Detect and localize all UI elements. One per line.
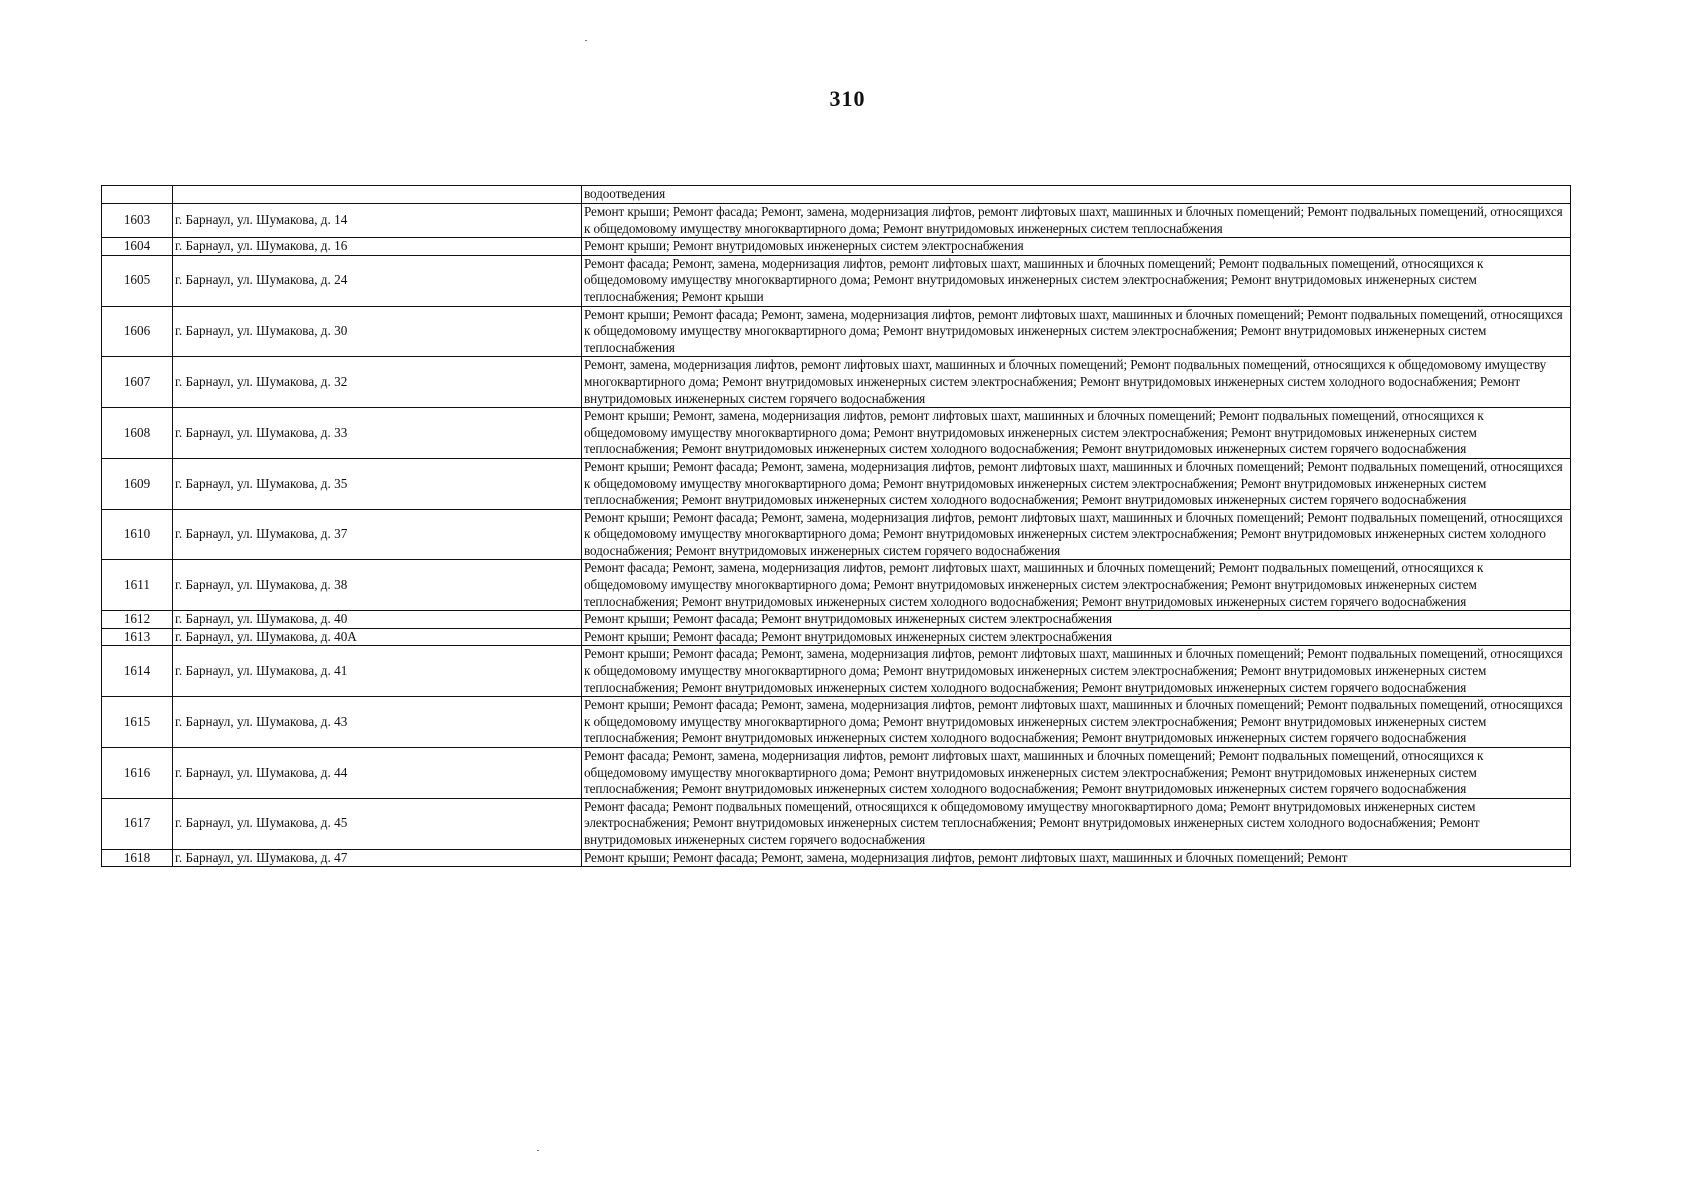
- row-number-cell: 1618: [102, 849, 173, 867]
- row-number-cell: 1614: [102, 646, 173, 697]
- address-cell: [173, 186, 582, 204]
- address-cell: г. Барнаул, ул. Шумакова, д. 41: [173, 646, 582, 697]
- address-cell: г. Барнаул, ул. Шумакова, д. 33: [173, 408, 582, 459]
- table-row: [102, 849, 1571, 867]
- address-cell: г. Барнаул, ул. Шумакова, д. 38: [173, 560, 582, 611]
- works-cell: Ремонт крыши; Ремонт фасада; Ремонт, замена, модернизация лифтов, ремонт лифтовых шахт, машинных и блочных помещений; Ремонт подвальных помещений, относящихся к общедомовому имуществу многоквартирного дома; Ремонт внутридомовых инженерных систем электроснабжения; Ремонт внутридомовых инженерных систем теплоснабжения: [582, 306, 1571, 357]
- works-cell: Ремонт крыши; Ремонт, замена, модернизация лифтов, ремонт лифтовых шахт, машинных и блочных помещений; Ремонт подвальных помещений, относящихся к общедомовому имуществу многоквартирного дома; Ремонт внутридомовых инженерных систем электроснабжения; Ремонт внутридомовых инженерных систем теплоснабжения; Ремонт внутридомовых инженерных систем холодного водоснабжения; Ремонт внутридомовых инженерных систем горячего водоснабжения: [582, 408, 1571, 459]
- works-cell: Ремонт крыши; Ремонт фасада; Ремонт, замена, модернизация лифтов, ремонт лифтовых шахт, машинных и блочных помещений; Ремонт: [582, 849, 1571, 867]
- address-cell: г. Барнаул, ул. Шумакова, д. 40А: [173, 628, 582, 646]
- works-cell: водоотведения: [582, 186, 1571, 204]
- table-row: [102, 238, 1571, 256]
- page-number: 310: [829, 86, 866, 111]
- works-cell: Ремонт, замена, модернизация лифтов, ремонт лифтовых шахт, машинных и блочных помещений; Ремонт подвальных помещений, относящихся к общедомовому имуществу многоквартирного дома; Ремонт внутридомовых инженерных систем электроснабжения; Ремонт внутридомовых инженерных систем холодного водоснабжения; Ремонт внутридомовых инженерных систем горячего водоснабжения: [582, 357, 1571, 408]
- works-cell: Ремонт фасада; Ремонт, замена, модернизация лифтов, ремонт лифтовых шахт, машинных и блочных помещений; Ремонт подвальных помещений, относящихся к общедомовому имуществу многоквартирного дома; Ремонт внутридомовых инженерных систем электроснабжения; Ремонт внутридомовых инженерных систем теплоснабжения; Ремонт внутридомовых инженерных систем холодного водоснабжения; Ремонт внутридомовых инженерных систем горячего водоснабжения: [582, 560, 1571, 611]
- row-number-cell: 1603: [102, 204, 173, 238]
- works-cell: Ремонт крыши; Ремонт фасада; Ремонт, замена, модернизация лифтов, ремонт лифтовых шахт, машинных и блочных помещений; Ремонт подвальных помещений, относящихся к общедомовому имуществу многоквартирного дома; Ремонт внутридомовых инженерных систем электроснабжения; Ремонт внутридомовых инженерных систем теплоснабжения; Ремонт внутридомовых инженерных систем холодного водоснабжения; Ремонт внутридомовых инженерных систем горячего водоснабжения: [582, 458, 1571, 509]
- works-cell: Ремонт крыши; Ремонт фасада; Ремонт внутридомовых инженерных систем электроснабжения: [582, 611, 1571, 629]
- table-row: [102, 798, 1571, 849]
- table-row: [102, 697, 1571, 748]
- row-number-cell: 1608: [102, 408, 173, 459]
- address-cell: г. Барнаул, ул. Шумакова, д. 30: [173, 306, 582, 357]
- address-cell: г. Барнаул, ул. Шумакова, д. 44: [173, 748, 582, 799]
- address-cell: г. Барнаул, ул. Шумакова, д. 40: [173, 611, 582, 629]
- row-number-cell: 1611: [102, 560, 173, 611]
- address-cell: г. Барнаул, ул. Шумакова, д. 35: [173, 458, 582, 509]
- row-number-cell: 1612: [102, 611, 173, 629]
- address-cell: г. Барнаул, ул. Шумакова, д. 37: [173, 509, 582, 560]
- table-row: [102, 408, 1571, 459]
- table-row: [102, 509, 1571, 560]
- address-cell: г. Барнаул, ул. Шумакова, д. 32: [173, 357, 582, 408]
- works-cell: Ремонт фасада; Ремонт подвальных помещений, относящихся к общедомовому имуществу многоквартирного дома; Ремонт внутридомовых инженерных систем электроснабжения; Ремонт внутридомовых инженерных систем теплоснабжения; Ремонт внутридомовых инженерных систем холодного водоснабжения; Ремонт внутридомовых инженерных систем горячего водоснабжения: [582, 798, 1571, 849]
- address-cell: г. Барнаул, ул. Шумакова, д. 24: [173, 255, 582, 306]
- scan-speck: [537, 1150, 539, 1151]
- works-cell: Ремонт крыши; Ремонт фасада; Ремонт, замена, модернизация лифтов, ремонт лифтовых шахт, машинных и блочных помещений; Ремонт подвальных помещений, относящихся к общедомовому имуществу многоквартирного дома; Ремонт внутридомовых инженерных систем электроснабжения; Ремонт внутридомовых инженерных систем холодного водоснабжения; Ремонт внутридомовых инженерных систем горячего водоснабжения: [582, 509, 1571, 560]
- table-body: [102, 186, 1571, 867]
- address-cell: г. Барнаул, ул. Шумакова, д. 45: [173, 798, 582, 849]
- row-number-cell: 1613: [102, 628, 173, 646]
- address-cell: г. Барнаул, ул. Шумакова, д. 16: [173, 238, 582, 256]
- row-number-cell: 1615: [102, 697, 173, 748]
- row-number-cell: 1607: [102, 357, 173, 408]
- table-row: [102, 458, 1571, 509]
- table-row: [102, 255, 1571, 306]
- works-cell: Ремонт крыши; Ремонт фасада; Ремонт, замена, модернизация лифтов, ремонт лифтовых шахт, машинных и блочных помещений; Ремонт подвальных помещений, относящихся к общедомовому имуществу многоквартирного дома; Ремонт внутридомовых инженерных систем электроснабжения; Ремонт внутридомовых инженерных систем теплоснабжения; Ремонт внутридомовых инженерных систем холодного водоснабжения; Ремонт внутридомовых инженерных систем горячего водоснабжения: [582, 646, 1571, 697]
- row-number-cell: 1609: [102, 458, 173, 509]
- works-cell: Ремонт фасада; Ремонт, замена, модернизация лифтов, ремонт лифтовых шахт, машинных и блочных помещений; Ремонт подвальных помещений, относящихся к общедомовому имуществу многоквартирного дома; Ремонт внутридомовых инженерных систем электроснабжения; Ремонт внутридомовых инженерных систем теплоснабжения; Ремонт внутридомовых инженерных систем холодного водоснабжения; Ремонт внутридомовых инженерных систем горячего водоснабжения: [582, 748, 1571, 799]
- address-cell: г. Барнаул, ул. Шумакова, д. 14: [173, 204, 582, 238]
- works-cell: Ремонт крыши; Ремонт фасада; Ремонт, замена, модернизация лифтов, ремонт лифтовых шахт, машинных и блочных помещений; Ремонт подвальных помещений, относящихся к общедомовому имуществу многоквартирного дома; Ремонт внутридомовых инженерных систем электроснабжения; Ремонт внутридомовых инженерных систем теплоснабжения; Ремонт внутридомовых инженерных систем холодного водоснабжения; Ремонт внутридомовых инженерных систем горячего водоснабжения: [582, 697, 1571, 748]
- table-row: [102, 357, 1571, 408]
- address-cell: г. Барнаул, ул. Шумакова, д. 43: [173, 697, 582, 748]
- table-row: [102, 560, 1571, 611]
- table-row: [102, 646, 1571, 697]
- works-cell: Ремонт крыши; Ремонт внутридомовых инженерных систем электроснабжения: [582, 238, 1571, 256]
- row-number-cell: 1604: [102, 238, 173, 256]
- works-cell: Ремонт крыши; Ремонт фасада; Ремонт внутридомовых инженерных систем электроснабжения: [582, 628, 1571, 646]
- scan-speck: [585, 40, 587, 41]
- row-number-cell: [102, 186, 173, 204]
- table-row: [102, 204, 1571, 238]
- row-number-cell: 1617: [102, 798, 173, 849]
- row-number-cell: 1616: [102, 748, 173, 799]
- works-cell: Ремонт крыши; Ремонт фасада; Ремонт, замена, модернизация лифтов, ремонт лифтовых шахт, машинных и блочных помещений; Ремонт подвальных помещений, относящихся к общедомовому имуществу многоквартирного дома; Ремонт внутридомовых инженерных систем теплоснабжения: [582, 204, 1571, 238]
- row-number-cell: 1610: [102, 509, 173, 560]
- row-number-cell: 1606: [102, 306, 173, 357]
- address-cell: г. Барнаул, ул. Шумакова, д. 47: [173, 849, 582, 867]
- table-row: [102, 611, 1571, 629]
- repair-program-table: [101, 185, 1571, 867]
- table-row: [102, 628, 1571, 646]
- row-number-cell: 1605: [102, 255, 173, 306]
- works-cell: Ремонт фасада; Ремонт, замена, модернизация лифтов, ремонт лифтовых шахт, машинных и блочных помещений; Ремонт подвальных помещений, относящихся к общедомовому имуществу многоквартирного дома; Ремонт внутридомовых инженерных систем электроснабжения; Ремонт внутридомовых инженерных систем теплоснабжения; Ремонт крыши: [582, 255, 1571, 306]
- table-row: [102, 306, 1571, 357]
- table-row-continuation: [102, 186, 1571, 204]
- table-row: [102, 748, 1571, 799]
